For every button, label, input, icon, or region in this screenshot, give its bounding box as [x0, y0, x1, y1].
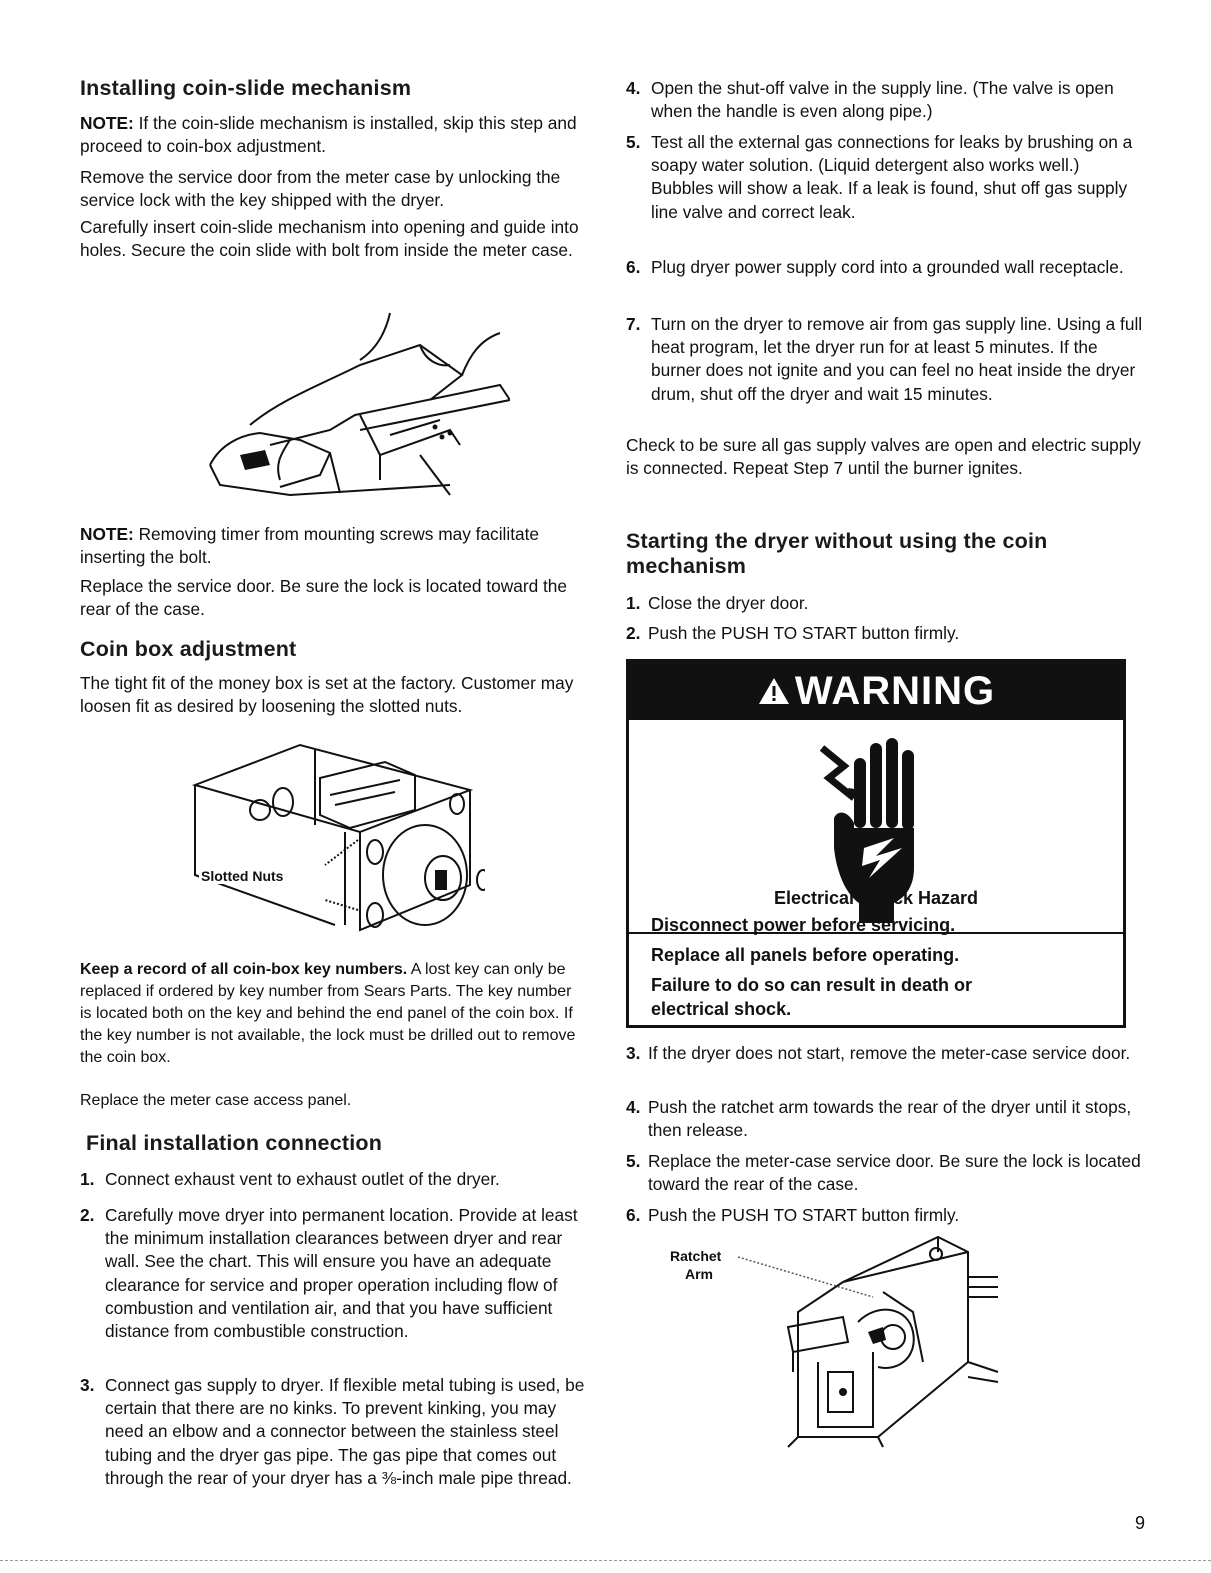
warning-header-text: WARNING — [794, 669, 996, 713]
note-coin-slide — [80, 112, 585, 158]
keep-record-bold: Keep a record of all coin-box key numbers. — [80, 961, 408, 978]
keep-record-text: A lost key can only be replaced if ordered by key number from Sears Parts. The key number is located both on the key and behind the end panel of the coin box. If the key number is not available, the lock must be drilled out to remove the coin box. — [80, 961, 576, 1066]
paragraph-replace-access-panel: Replace the meter case access panel. — [80, 1092, 352, 1109]
note-label: NOTE: — [80, 524, 134, 544]
paragraph-tight-fit: The tight fit of the money box is set at the factory. Customer may loosen fit as desired by loosening the slotted nuts. — [80, 673, 574, 717]
list-item: 6. Push the PUSH TO START button firmly. — [626, 1205, 960, 1225]
warning-header — [629, 662, 1123, 720]
list-item: 4. Push the ratchet arm towards the rear of the dryer until it stops, then release. — [626, 1097, 1132, 1141]
coin-box-illustration — [185, 740, 485, 945]
paragraph-insert-coin-slide: Carefully insert coin-slide mechanism into opening and guide into holes. Secure the coin slide with bolt from inside the meter case. — [80, 217, 579, 261]
figure-label-slotted-nuts: Slotted Nuts — [201, 868, 284, 884]
heading-starting-dryer: Starting the dryer without using the coin mechanism — [626, 529, 1048, 578]
list-item: 5. Test all the external gas connections for leaks by brushing on a soapy water solution. (Liquid detergent also works well.) Bubbles will show a leak. If a leak is found, shut off gas supply line valve and correct leak. — [626, 132, 1133, 222]
list-item: 2. Push the PUSH TO START button firmly. — [626, 623, 960, 643]
list-item: 6. Plug dryer power supply cord into a grounded wall receptacle. — [626, 257, 1124, 277]
list-item: 1. Connect exhaust vent to exhaust outlet of the dryer. — [80, 1169, 500, 1189]
warning-title: Electrical Shock Hazard — [773, 888, 979, 908]
note-removing-timer — [80, 523, 585, 569]
note-text: If the coin-slide mechanism is installed, skip this step and proceed to coin-box adjustment. — [80, 113, 577, 157]
list-item: 3. If the dryer does not start, remove the meter-case service door. — [626, 1043, 1131, 1063]
paragraph-replace-service-door: Replace the service door. Be sure the lock is located toward the rear of the case. — [80, 576, 568, 620]
coin-slide-illustration — [180, 305, 510, 500]
warning-line-1: Disconnect power before servicing. — [651, 915, 956, 935]
heading-coin-slide: Installing coin-slide mechanism — [80, 76, 412, 100]
list-item: 5. Replace the meter-case service door. Be sure the lock is located toward the rear of the case. — [626, 1151, 1141, 1195]
bottom-divider — [0, 1560, 1211, 1561]
list-item: 3. Connect gas supply to dryer. If flexible metal tubing is used, be certain that there are no kinks. To prevent kinking, you may need an elbow and a connector between the stainless steel tubing and the dryer gas pipe. The gas pipe that comes out through the rear of your dryer has a ⅜-inch male pipe thread. — [80, 1375, 585, 1488]
list-item: 7. Turn on the dryer to remove air from gas supply line. Using a full heat program, let the dryer run for at least 5 minutes. If the burner does not ignite and you can feel no heat inside the dryer drum, shut off the dryer and wait 15 minutes. — [626, 314, 1143, 404]
paragraph-check-valves: Check to be sure all gas supply valves are open and electric supply is connected. Repeat Step 7 until the burner ignites. — [626, 435, 1141, 479]
warning-box — [626, 659, 1126, 1028]
warning-triangle-icon — [757, 664, 791, 722]
list-item: 1. Close the dryer door. — [626, 593, 809, 613]
list-item: 2. Carefully move dryer into permanent location. Provide at least the minimum installation clearances between dryer and rear wall. See the chart. This will ensure you have an adequate clearance for service and proper operation including flow of combustion and ventilation air, and that you have sufficient distance from combustible construction. — [80, 1205, 578, 1342]
paragraph-remove-door: Remove the service door from the meter case by unlocking the service lock with the key shipped with the dryer. — [80, 167, 561, 211]
warning-line-2: Replace all panels before operating. — [651, 945, 960, 965]
heading-coin-box: Coin box adjustment — [80, 637, 297, 661]
note-label: NOTE: — [80, 113, 134, 133]
figure-label-ratchet: Ratchet — [670, 1248, 722, 1264]
paragraph-keep-record — [80, 959, 585, 1069]
list-item: 4. Open the shut-off valve in the supply line. (The valve is open when the handle is even along pipe.) — [626, 78, 1114, 122]
note-text: Removing timer from mounting screws may facilitate inserting the bolt. — [80, 524, 540, 568]
ratchet-arm-illustration — [668, 1232, 1003, 1452]
heading-final-installation: Final installation connection — [86, 1131, 383, 1155]
page-number: 9 — [1135, 1513, 1146, 1533]
warning-line-3: Failure to do so can result in death or electrical shock. — [651, 975, 973, 1019]
figure-label-arm: Arm — [685, 1266, 714, 1282]
